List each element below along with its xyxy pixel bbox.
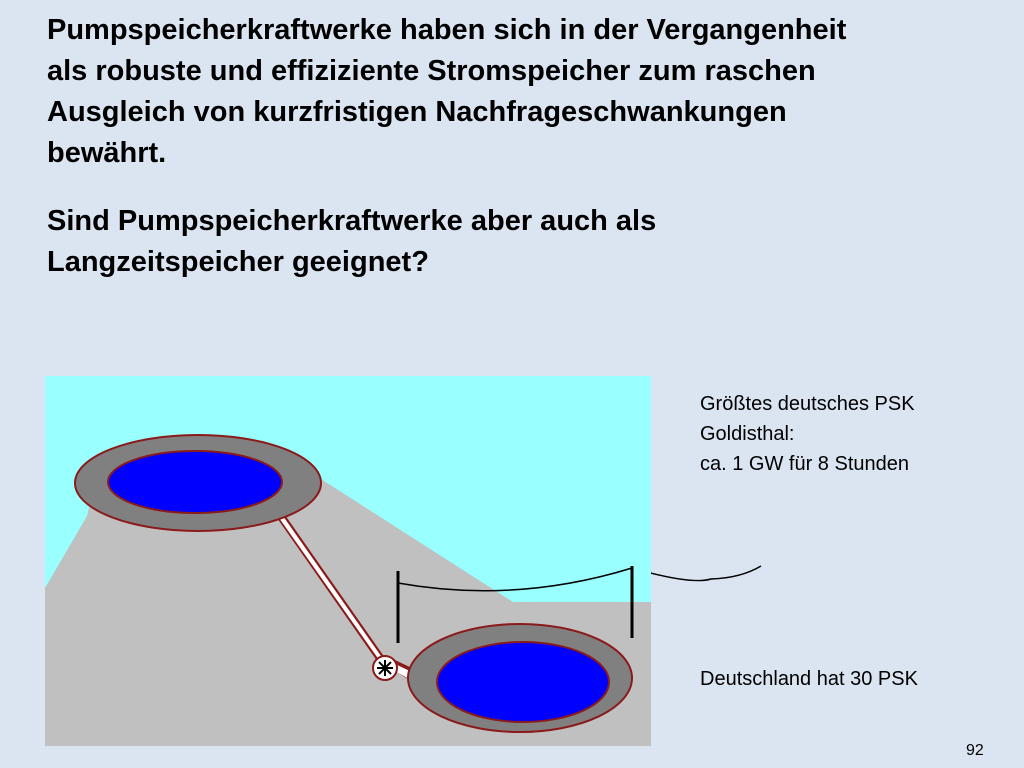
upper-reservoir-water [108,451,282,513]
question-paragraph [47,201,1007,283]
turbine-icon [373,656,397,680]
question-line: Langzeitspeicher geeignet? [47,246,429,278]
question-line: Sind Pumpspeicherkraftwerke aber auch als [47,205,657,237]
intro-line: bewährt. [47,137,167,169]
intro-paragraph [47,10,1007,174]
intro-line: als robuste und effiziziente Stromspeicher zum raschen [47,55,816,87]
info-line: ca. 1 GW für 8 Stunden [700,453,909,475]
power-line-extension [651,560,771,590]
info-line: Goldisthal: [700,423,795,445]
lower-reservoir-water [437,642,609,722]
info-line: Größtes deutsches PSK [700,393,915,415]
page-number: 92 [966,742,984,759]
intro-line: Pumpspeicherkraftwerke haben sich in der Vergangenheit [47,14,847,46]
intro-line: Ausgleich von kurzfristigen Nachfrageschwankungen [47,96,787,128]
plant-info [700,389,915,479]
plant-count-note: Deutschland hat 30 PSK [700,668,918,690]
slide-text [47,10,1007,283]
pumped-storage-diagram [45,376,651,746]
